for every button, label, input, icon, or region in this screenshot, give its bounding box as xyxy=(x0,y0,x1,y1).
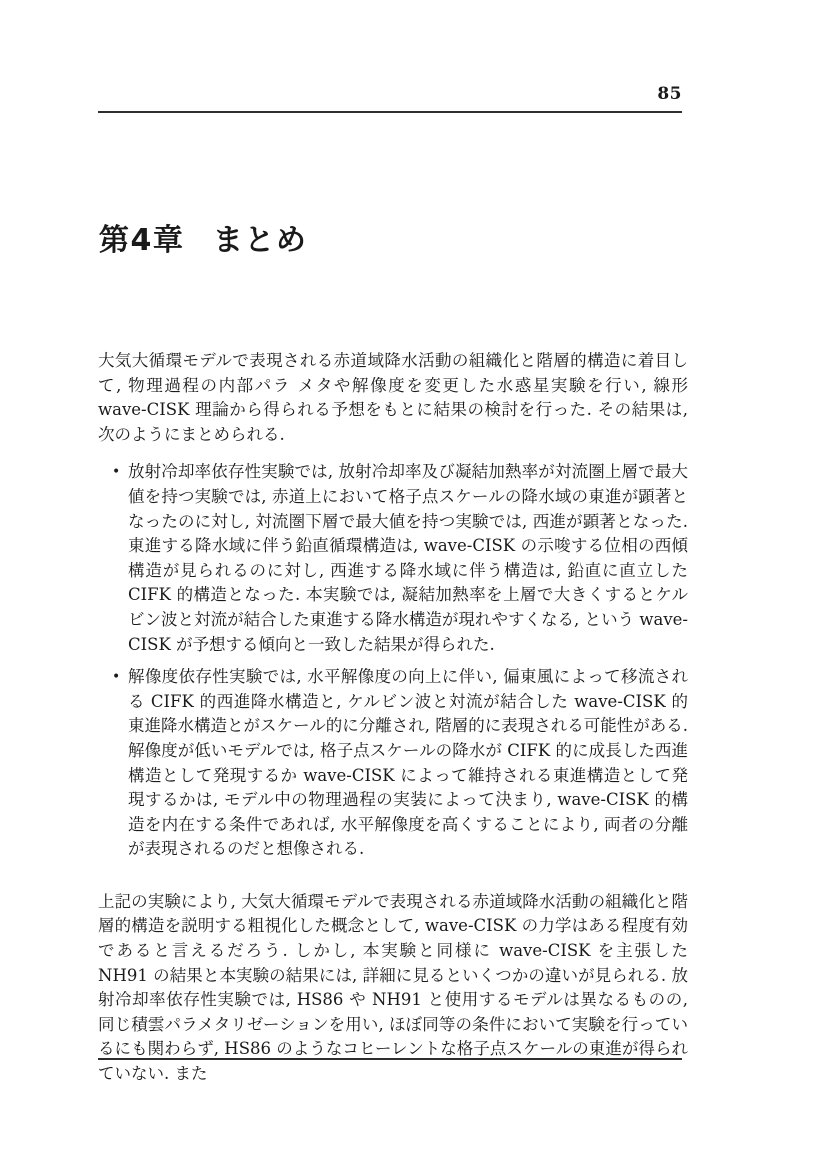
bullet-icon: • xyxy=(112,464,121,481)
chapter-heading xyxy=(99,215,307,259)
page-number: 85 xyxy=(657,84,682,104)
list-item-text: 解像度依存性実験では, 水平解像度の向上に伴い, 偏東風によって移流される CIFK 的西進降水構造と, ケルビン波と対流が結合した wave-CISK 的東進降水構造とがスケール的に分離され, 階層的に表現される可能性がある. 解像度が低いモデルでは, 格子点スケールの降水が CIFK 的に成長した西進構造として発現するか wave-CISK によって維持される東進構造として発現するかは, モデル中の物理過程の実装によって決まり, wave-CISK 的構造を内在する条件であれば, 水平解像度を高くすることにより, 両者の分離が表現されるのだと想像される. xyxy=(128,667,688,859)
list-item xyxy=(112,665,688,862)
page-body xyxy=(98,349,688,1087)
list-item xyxy=(112,460,688,657)
summary-list xyxy=(98,460,688,862)
footer-rule xyxy=(98,1058,682,1060)
closing-paragraph: 上記の実験により, 大気大循環モデルで表現される赤道域降水活動の組織化と階層的構造を説明する粗視化した概念として, wave-CISK の力学はある程度有効であると言えるだろう. しかし, 本実験と同様に wave-CISK を主張した NH91 の結果と本実験の結果には, 詳細に見るといくつかの違いが見られる. 放射冷却率依存性実験では, HS86 や NH91 と使用するモデルは異なるものの, 同じ積雲パラメタリゼーションを用い, ほぼ同等の条件において実験を行っているにも関わらず, HS86 のようなコヒーレントな格子点スケールの東進が得られていない. また xyxy=(98,891,688,1084)
bullet-icon: • xyxy=(112,669,121,686)
chapter-number: 第4章 xyxy=(99,223,185,258)
intro-paragraph: 大気大循環モデルで表現される赤道域降水活動の組織化と階層的構造に着目して, 物理過程の内部パラ メタや解像度を変更した水惑星実験を行い, 線形 wave-CISK 理論から得られる予想をもとに結果の検討を行った. その結果は, 次のようにまとめられる. xyxy=(98,351,688,444)
chapter-title: まとめ xyxy=(212,223,308,258)
header-rule xyxy=(98,111,682,113)
list-item-text: 放射冷却率依存性実験では, 放射冷却率及び凝結加熱率が対流圏上層で最大値を持つ実験では, 赤道上において格子点スケールの降水域の東進が顕著となったのに対し, 対流圏下層で最大値を持つ実験では, 西進が顕著となった. 東進する降水域に伴う鉛直循環構造は, wave-CISK の示唆する位相の西傾構造が見られるのに対し, 西進する降水域に伴う構造は, 鉛直に直立した CIFK 的構造となった. 本実験では, 凝結加熱率を上層で大きくするとケルビン波と対流が結合した東進する降水構造が現れやすくなる, という wave-CISK が予想する傾向と一致した結果が得られた. xyxy=(128,462,688,654)
